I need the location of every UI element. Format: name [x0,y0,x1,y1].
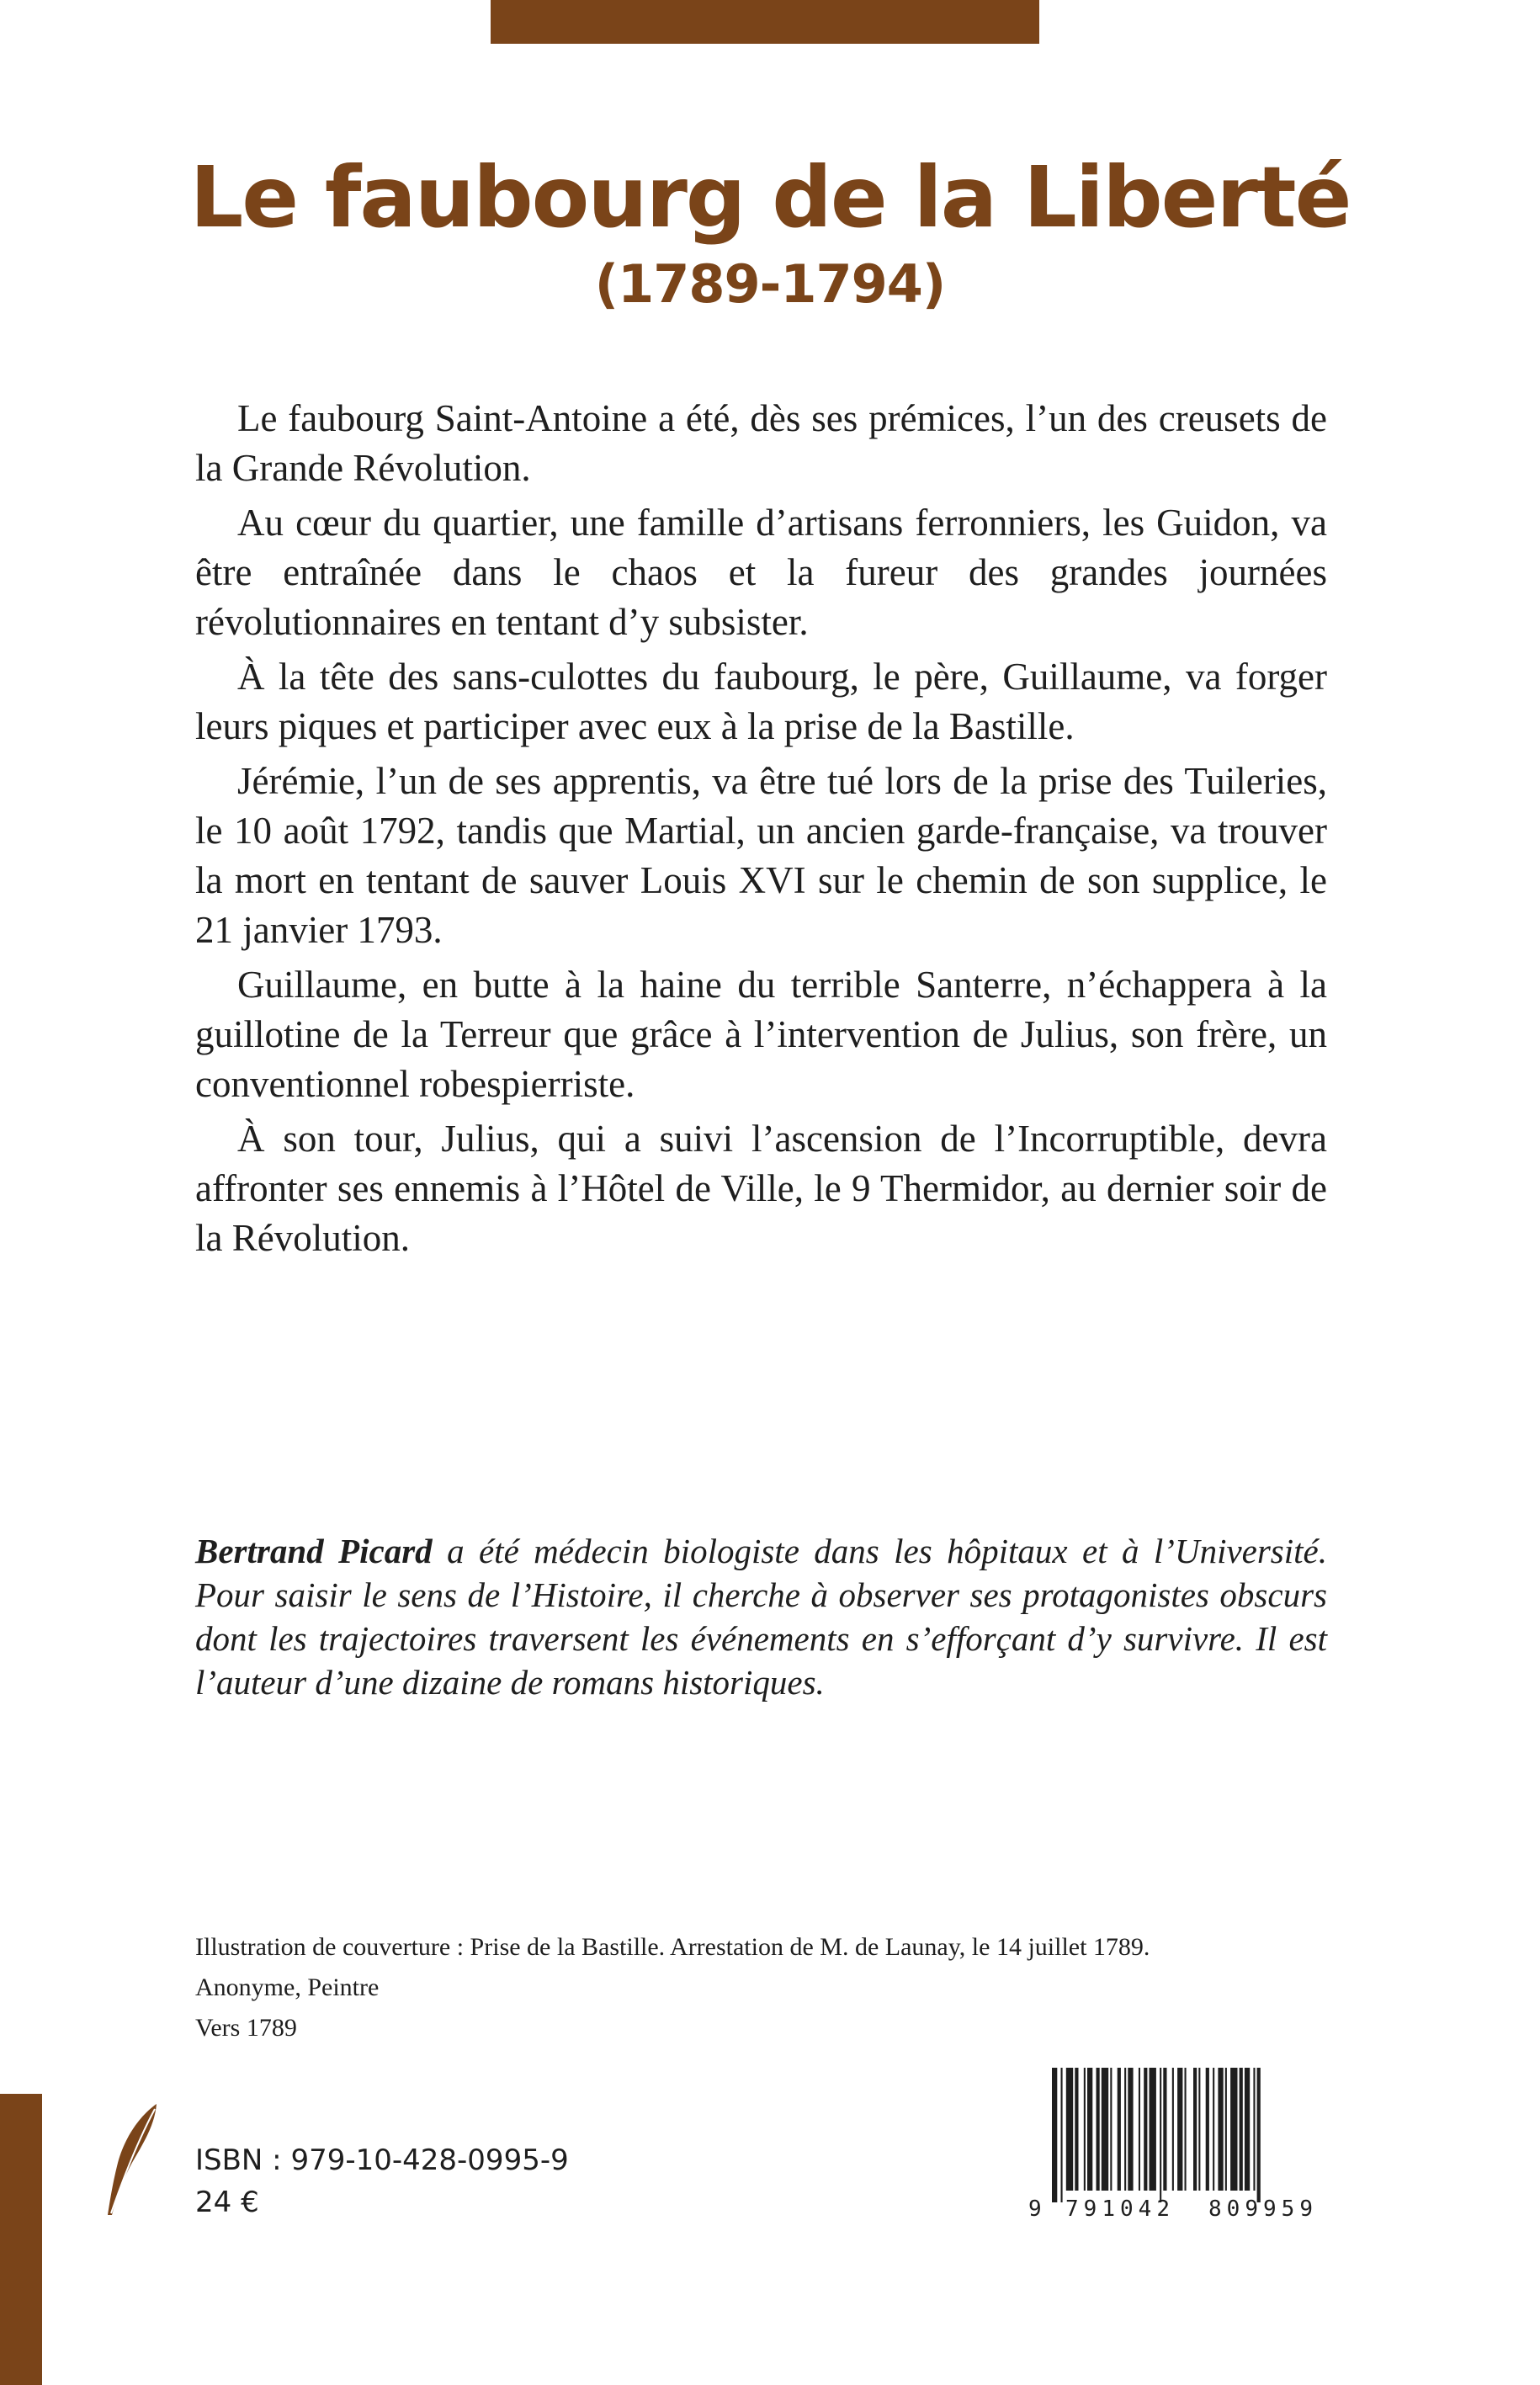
credit-line: Vers 1789 [195,2014,297,2042]
book-subtitle: (1789-1794) [594,253,946,315]
barcode-digits-right: 809959 [1208,2196,1313,2221]
summary-paragraph: Au cœur du quartier, une famille d’artisans ferronniers, les Guidon, va être entraînée dans le chaos et la fureur des grandes journées révolutionnaires en tentant d’y subsister. [195,502,1327,643]
author-bio [195,1529,1327,1704]
isbn-price-block [195,2139,569,2223]
author-bio-text: a été médecin biologiste dans les hôpitaux et à l’Université. Pour saisir le sens de l’Histoire, il cherche à observer ses protagonistes obscurs dont les trajectoires traversent les événements en s’efforçant d’y survivre. Il est l’auteur d’une dizaine de romans historiques. [195,1532,1327,1702]
barcode [1027,2068,1341,2221]
summary-paragraph: À la tête des sans-culottes du faubourg, le père, Guillaume, va forger leurs piques et participer avec eux à la prise de la Bastille. [195,656,1327,747]
price-text: 24 € [195,2186,259,2219]
illustration-credits [195,1927,1327,2048]
summary-paragraph: Guillaume, en butte à la haine du terrible Santerre, n’échappera à la guillotine de la Terreur que grâce à l’intervention de Julius, son frère, un conventionnel robespierriste. [195,964,1327,1105]
author-name: Bertrand Picard [195,1532,433,1570]
book-summary [195,394,1327,1268]
summary-paragraph: Le faubourg Saint-Antoine a été, dès ses prémices, l’un des creusets de la Grande Révolution. [195,397,1327,489]
top-decor-band [491,0,1039,44]
summary-paragraph: Jérémie, l’un de ses apprentis, va être tué lors de la prise des Tuileries, le 10 août 1792, tandis que Martial, un ancien garde-française, va trouver la mort en tentant de sauver Louis XVI sur le chemin de son supplice, le 21 janvier 1793. [195,760,1327,951]
book-title: Le faubourg de la Liberté [189,148,1351,247]
credit-line: Anonyme, Peintre [195,1973,380,2001]
barcode-digit-left: 9 [1028,2196,1042,2221]
barcode-bars [1052,2068,1261,2202]
feather-quill-icon [99,2101,167,2218]
summary-paragraph: À son tour, Julius, qui a suivi l’ascension de l’Incorruptible, devra affronter ses ennemis à l’Hôtel de Ville, le 9 Thermidor, au dernier soir de la Révolution. [195,1118,1327,1259]
barcode-digits-mid: 791042 [1065,2196,1170,2221]
credit-line: Illustration de couverture : Prise de la Bastille. Arrestation de M. de Launay, le 14 juillet 1789. [195,1933,1150,1961]
left-decor-band [0,2094,42,2385]
isbn-text: ISBN : 979-10-428-0995-9 [195,2143,569,2177]
